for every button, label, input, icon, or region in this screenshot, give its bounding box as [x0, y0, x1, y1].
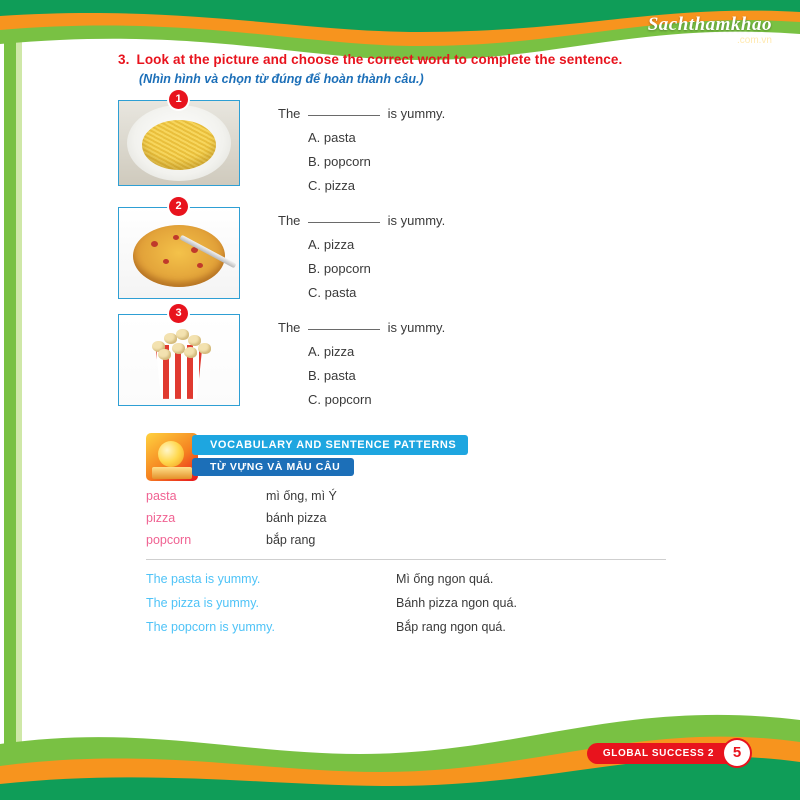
task-heading [118, 52, 718, 69]
stem-after: is yummy. [387, 105, 446, 121]
question-row [118, 306, 718, 407]
vocabulary-row [146, 489, 718, 503]
vocabulary-list [146, 489, 718, 547]
question-image-wrapper [118, 92, 240, 186]
option-a[interactable]: A. pasta [308, 129, 356, 145]
watermark-main-text: Sachthamkhao [647, 14, 772, 35]
question-image-wrapper [118, 306, 240, 406]
popcorn-photo [118, 314, 240, 406]
option-b[interactable]: B. popcorn [308, 153, 371, 169]
question-sentence [278, 318, 445, 335]
sentence-en: The pizza is yummy. [146, 595, 259, 610]
question-sentence [278, 104, 445, 121]
question-body [278, 314, 445, 407]
option-c[interactable]: C. popcorn [308, 391, 372, 407]
question-body [278, 207, 445, 300]
pizza-photo [118, 207, 240, 299]
vocabulary-banner [146, 433, 718, 481]
vocabulary-word-vi: mì ống, mì Ý [266, 488, 337, 503]
option-b[interactable]: B. popcorn [308, 260, 371, 276]
question-number-badge: 1 [169, 90, 188, 109]
watermark [648, 14, 772, 46]
question-row [118, 92, 718, 193]
vocabulary-word-en: pizza [146, 510, 176, 525]
vocabulary-icon [146, 433, 198, 481]
sentence-en: The popcorn is yummy. [146, 619, 275, 634]
stem-before: The [278, 212, 301, 228]
option-a[interactable]: A. pizza [308, 236, 355, 252]
vocabulary-title-vietnamese: TỪ VỰNG VÀ MẪU CÂU [192, 458, 354, 476]
section-divider [146, 559, 666, 560]
answer-blank[interactable] [308, 318, 380, 330]
vocabulary-title-english: VOCABULARY AND SENTENCE PATTERNS [192, 435, 468, 455]
sentence-vi: Bắp rang ngon quá. [396, 619, 506, 634]
sentence-row [146, 596, 718, 610]
question-body [278, 100, 445, 193]
answer-blank[interactable] [308, 211, 380, 223]
sentence-pattern-list [146, 572, 718, 634]
vocabulary-word-en: pasta [146, 488, 177, 503]
vocabulary-word-en: popcorn [146, 532, 192, 547]
sentence-vi: Bánh pizza ngon quá. [396, 595, 517, 610]
vocabulary-row [146, 533, 718, 547]
page-number: 5 [724, 740, 750, 766]
sentence-row [146, 620, 718, 634]
vocabulary-word-vi: bánh pizza [266, 510, 327, 525]
sentence-en: The pasta is yummy. [146, 571, 261, 586]
stem-after: is yummy. [387, 319, 446, 335]
exercise-content [118, 52, 718, 644]
option-c[interactable]: C. pasta [308, 284, 357, 300]
option-b[interactable]: B. pasta [308, 367, 356, 383]
option-a[interactable]: A. pizza [308, 343, 355, 359]
popcorn-kernels [148, 329, 210, 357]
question-sentence [278, 211, 445, 228]
stem-before: The [278, 105, 301, 121]
question-row [118, 199, 718, 300]
answer-blank[interactable] [308, 104, 380, 116]
task-number: 3. [118, 52, 130, 67]
task-instruction-vietnamese: (Nhìn hình và chọn từ đúng để hoàn thành câu.) [139, 71, 424, 86]
page-footer [587, 740, 750, 766]
pasta-photo [118, 100, 240, 186]
task-instruction-english: Look at the picture and choose the correct word to complete the sentence. [136, 52, 623, 67]
stem-before: The [278, 319, 301, 335]
question-number-badge: 3 [169, 304, 188, 323]
sentence-vi: Mì ống ngon quá. [396, 571, 494, 586]
option-c[interactable]: C. pizza [308, 177, 355, 193]
watermark-sub-text: .com.vn [736, 35, 772, 46]
vocabulary-word-vi: bắp rang [266, 532, 316, 547]
question-number-badge: 2 [169, 197, 188, 216]
vocabulary-row [146, 511, 718, 525]
question-image-wrapper [118, 199, 240, 299]
stem-after: is yummy. [387, 212, 446, 228]
book-title-label: GLOBAL SUCCESS 2 [587, 743, 748, 764]
sentence-row [146, 572, 718, 586]
